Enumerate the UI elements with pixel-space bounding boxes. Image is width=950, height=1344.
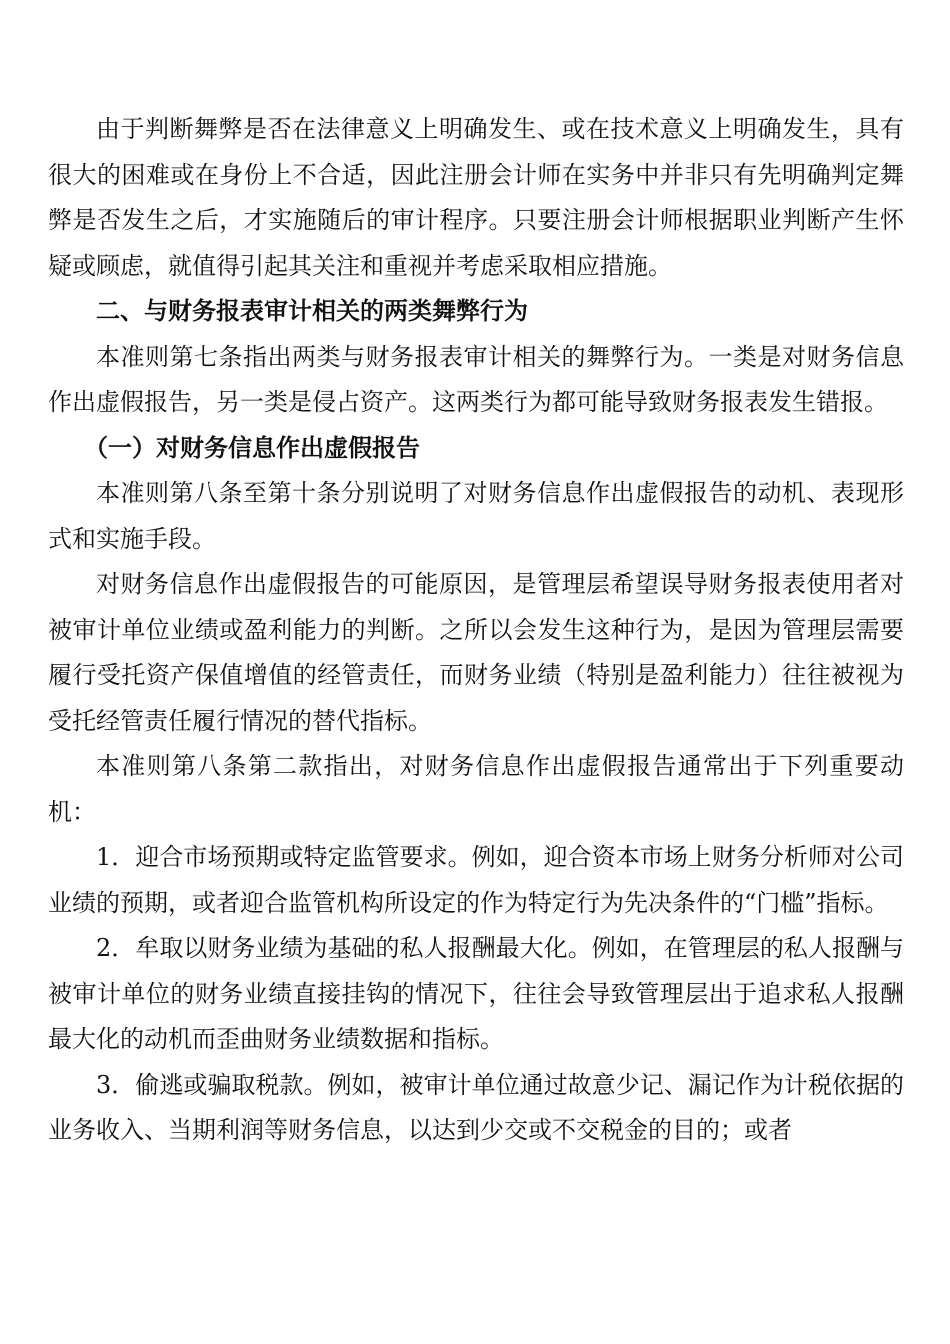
subsection-heading: （一）对财务信息作出虚假报告 xyxy=(84,433,420,462)
body-paragraph: 本准则第八条至第十条分别说明了对财务信息作出虚假报告的动机、表现形式和实施手段。 xyxy=(48,479,904,553)
list-item: 1．迎合市场预期或特定监管要求。例如，迎合资本市场上财务分析师对公司业绩的预期，或者迎合监管机构所设定的作为特定行为先决条件的“门槛”指标。 xyxy=(48,843,904,917)
section-heading: 二、与财务报表审计相关的两类舞弊行为 xyxy=(96,297,528,325)
document-page xyxy=(48,107,904,1154)
list-item: 2．牟取以财务业绩为基础的私人报酬最大化。例如，在管理层的私人报酬与被审计单位的财务业绩直接挂钩的情况下，往往会导致管理层出于追求私人报酬最大化的动机而歪曲财务业绩数据和指标。 xyxy=(48,934,904,1053)
list-item: 3．偷逃或骗取税款。例如，被审计单位通过故意少记、漏记作为计税依据的业务收入、当期利润等财务信息，以达到少交或不交税金的目的；或者 xyxy=(48,1070,904,1144)
body-paragraph: 对财务信息作出虚假报告的可能原因，是管理层希望误导财务报表使用者对被审计单位业绩或盈利能力的判断。之所以会发生这种行为，是因为管理层需要履行受托资产保值增值的经管责任，而财务业绩（特别是盈利能力）往往被视为受托经管责任履行情况的替代指标。 xyxy=(48,570,904,735)
body-paragraph: 由于判断舞弊是否在法律意义上明确发生、或在技术意义上明确发生，具有很大的困难或在身份上不合适，因此注册会计师在实务中并非只有先明确判定舞弊是否发生之后，才实施随后的审计程序。只要注册会计师根据职业判断产生怀疑或顾虑，就值得引起其关注和重视并考虑采取相应措施。 xyxy=(48,115,904,280)
body-paragraph: 本准则第八条第二款指出，对财务信息作出虚假报告通常出于下列重要动机： xyxy=(48,752,904,826)
body-paragraph: 本准则第七条指出两类与财务报表审计相关的舞弊行为。一类是对财务信息作出虚假报告，另一类是侵占资产。这两类行为都可能导致财务报表发生错报。 xyxy=(48,342,904,416)
